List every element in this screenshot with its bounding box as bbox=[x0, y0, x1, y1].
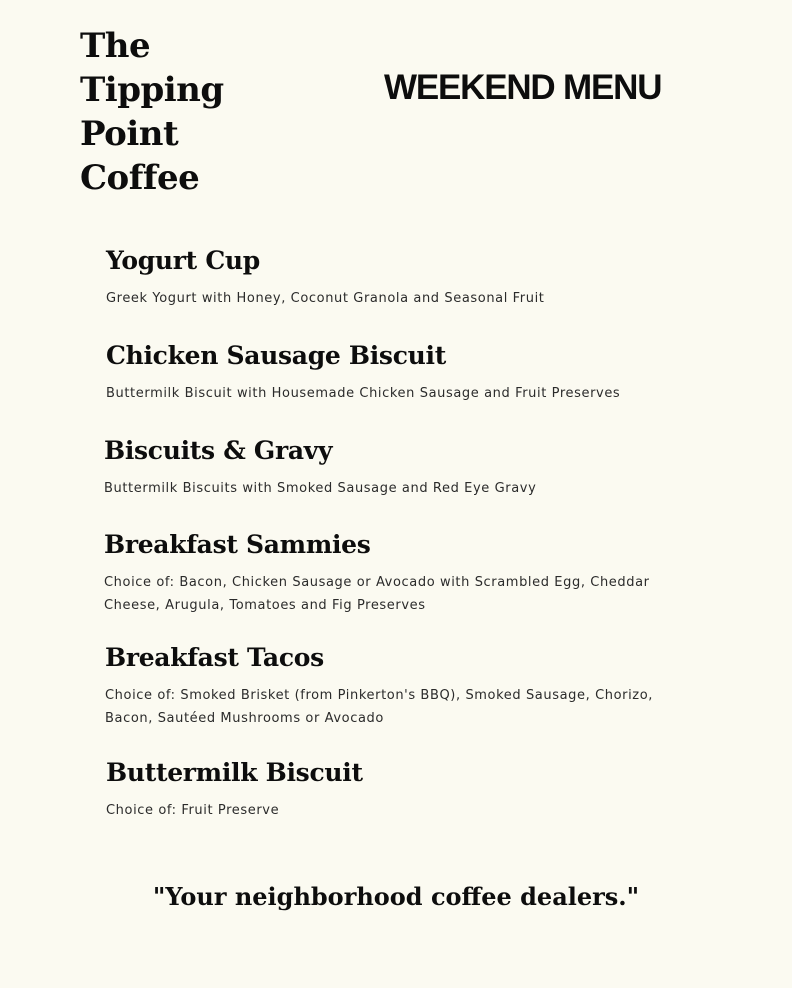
tagline: "Your neighborhood coffee dealers." bbox=[152, 882, 640, 911]
brand-line: Coffee bbox=[80, 158, 200, 198]
menu-item-description: Choice of: Bacon, Chicken Sausage or Avocado with Scrambled Egg, Cheddar Cheese, Arugula, Tomatoes and Fig Preserves bbox=[104, 575, 650, 613]
brand-line: Tipping bbox=[80, 70, 224, 110]
menu-item-description: Greek Yogurt with Honey, Coconut Granola and Seasonal Fruit bbox=[106, 291, 545, 306]
brand-line: Point bbox=[80, 114, 179, 154]
menu-item-description: Choice of: Fruit Preserve bbox=[106, 803, 280, 818]
menu-item-description: Buttermilk Biscuits with Smoked Sausage and Red Eye Gravy bbox=[104, 481, 537, 496]
menu-item-breakfast-sammies bbox=[104, 529, 694, 617]
menu-item-chicken-sausage-biscuit bbox=[106, 340, 706, 405]
menu-item-name: Breakfast Sammies bbox=[104, 530, 371, 559]
brand-line: The bbox=[80, 26, 151, 66]
menu-item-description: Buttermilk Biscuit with Housemade Chicken Sausage and Fruit Preserves bbox=[106, 386, 621, 401]
menu-item-name: Yogurt Cup bbox=[106, 246, 260, 275]
brand-logo bbox=[80, 24, 340, 200]
menu-item-biscuits-gravy bbox=[104, 435, 704, 500]
menu-item-name: Breakfast Tacos bbox=[105, 643, 324, 672]
menu-item-name: Buttermilk Biscuit bbox=[106, 758, 363, 787]
menu-item-description: Choice of: Smoked Brisket (from Pinkerton's BBQ), Smoked Sausage, Chorizo, Bacon, Sautéed Mushrooms or Avocado bbox=[105, 688, 654, 726]
menu-item-breakfast-tacos bbox=[105, 642, 695, 730]
menu-item-buttermilk-biscuit bbox=[106, 757, 706, 822]
menu-item-yogurt-cup bbox=[106, 245, 706, 310]
menu-item-name: Biscuits & Gravy bbox=[104, 436, 333, 465]
menu-title: WEEKEND MENU bbox=[384, 68, 662, 107]
menu-item-name: Chicken Sausage Biscuit bbox=[106, 341, 446, 370]
